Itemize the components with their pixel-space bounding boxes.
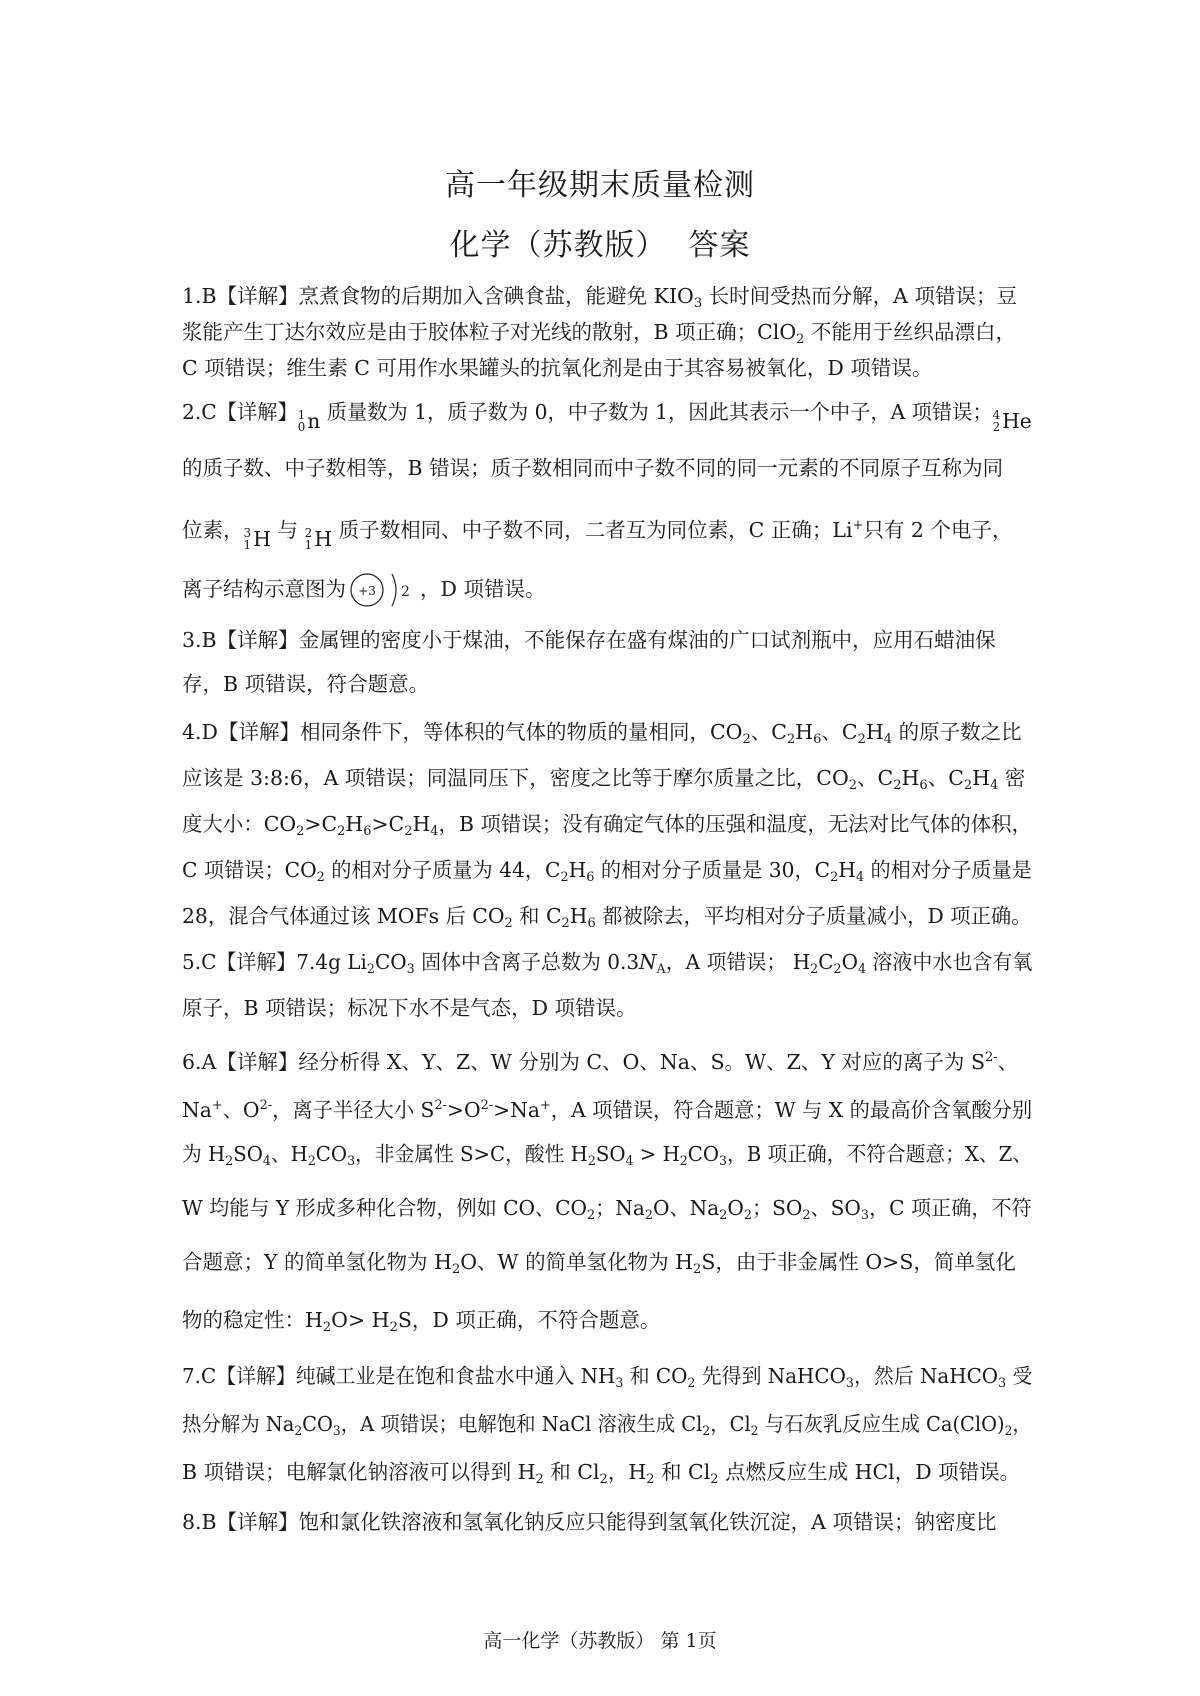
answer-8-line-1: 8.B【详解】饱和氯化铁溶液和氢氧化钠反应只能得到氢氧化铁沉淀，A 项错误；钠密度比 bbox=[182, 1510, 997, 1534]
answer-1-line-3: C 项错误；维生素 C 可用作水果罐头的抗氧化剂是由于其容易被氧化，D 项错误。 bbox=[182, 356, 933, 380]
answer-6-line-1: 6.A【详解】经分析得 X、Y、Z、W 分别为 C、O、Na、S。W、Z、Y 对应的离子为 $S^{2-}$、 bbox=[182, 1050, 1019, 1074]
li-ion-structure-diagram bbox=[348, 570, 418, 617]
answer-6-line-4: W 均能与 Y 形成多种化合物，例如 CO、$CO_2$；$Na_2O$、$Na_2O_2$；$SO_2$、$SO_3$，C 项正确，不符 bbox=[182, 1196, 1032, 1223]
answer-2-line-3: 位素， 3 1 H 与 2 1 H 质子数相同、中子数不同，二者互为同位素，C 正确；Li+只有 2 个电子， bbox=[182, 518, 1013, 552]
answer-3-line-2: 存，B 项错误，符合题意。 bbox=[182, 672, 430, 696]
answer-4-line-1: 4.D【详解】相同条件下，等体积的气体的物质的量相同，$CO_2$、$C_2H_6$、$C_2H_4$ 的原子数之比 bbox=[182, 720, 1022, 747]
answer-4-line-3: 度大小：$CO_2>C_2H_6>C_2H_4$，B 项错误；没有确定气体的压强和温度，无法对比气体的体积， bbox=[182, 812, 1033, 839]
neutron-nuclide: 1 0 n bbox=[297, 408, 321, 434]
page-footer: 高一化学（苏教版） 第 1页 bbox=[483, 1630, 717, 1652]
answer-2-line-1: 2.C【详解】 1 0 n 质量数为 1，质子数为 0，中子数为 1，因此其表示一个中子，A 项错误； 4 2 He bbox=[182, 400, 1032, 434]
answer-4-line-5: 28，混合气体通过该 MOFs 后 $CO_2$ 和 $C_2H_6$ 都被除去，平均相对分子质量减小，D 项正确。 bbox=[182, 904, 1032, 931]
page-subtitle bbox=[0, 220, 1200, 264]
answer-6-line-3: 为 $H_2SO_4$、$H_2CO_3$，非金属性 S>C，酸性 $H_2SO_4 > H_2CO_3$，B 项正确，不符合题意；X、Z、 bbox=[182, 1142, 1033, 1169]
answer-5-line-1: 5.C【详解】7.4g $Li_2CO_3$ 固体中含离子总数为 $0.3N_A$，A 项错误； $H_2C_2O_4$ 溶液中水也含有氧 bbox=[182, 950, 1033, 977]
answer-4-line-2: 应该是 3:8:6，A 项错误；同温同压下，密度之比等于摩尔质量之比，$CO_2$、$C_2H_6$、$C_2H_4$ 密 bbox=[182, 766, 1026, 793]
subtitle-answer: 答案 bbox=[688, 228, 751, 263]
answer-5-line-2: 原子，B 项错误；标况下水不是气态，D 项错误。 bbox=[182, 996, 637, 1020]
answer-7-line-3: B 项错误；电解氯化钠溶液可以得到 $H_2$ 和 $Cl_2$，$H_2$ 和 $Cl_2$ 点燃反应生成 HCl，D 项错误。 bbox=[182, 1460, 1021, 1487]
answer-7-line-1: 7.C【详解】纯碱工业是在饱和食盐水中通入 $NH_3$ 和 $CO_2$ 先得到 NaHCO$_3$，然后 NaHCO$_3$ 受 bbox=[182, 1364, 1033, 1391]
answer-4-line-4: C 项错误；$CO_2$ 的相对分子质量为 44，$C_2H_6$ 的相对分子质量是 30，$C_2H_4$ 的相对分子质量是 bbox=[182, 858, 1033, 885]
helium-nuclide: 4 2 He bbox=[992, 408, 1032, 434]
nucleus-charge: +3 bbox=[358, 584, 376, 598]
answer-1-line-1: 1.B【详解】烹煮食物的后期加入含碘食盐，能避免 $KIO_3$ 长时间受热而分解，A 项错误；豆 bbox=[182, 284, 1017, 311]
answer-6-line-6: 物的稳定性：$H_2O> H_2S$，D 项正确，不符合题意。 bbox=[182, 1308, 661, 1335]
answer-1-line-2: 浆能产生丁达尔效应是由于胶体粒子对光线的散射，B 项正确；ClO$_2$ 不能用于丝织品漂白， bbox=[182, 320, 1016, 347]
deuterium-nuclide: 2 1 H bbox=[304, 526, 333, 552]
subtitle-subject: 化学（苏教版） bbox=[449, 228, 667, 263]
answer-2-line-2: 的质子数、中子数相等，B 错误；质子数相同而中子数不同的同一元素的不同原子互称为同 bbox=[182, 456, 1004, 480]
answer-3-line-1: 3.B【详解】金属锂的密度小于煤油，不能保存在盛有煤油的广口试剂瓶中，应用石蜡油保 bbox=[182, 628, 996, 652]
answer-6-line-2: Na+、$O^{2-}$，离子半径大小 $S^{2-}>O^{2-}>Na^+$，A 项错误，符合题意；W 与 X 的最高价含氧酸分别 bbox=[182, 1098, 1033, 1122]
answer-2-line-4: 离子结构示意图为 +3 2 ，D 项错误。 bbox=[182, 570, 1032, 617]
answer-6-line-5: 合题意；Y 的简单氢化物为 $H_2O$、W 的简单氢化物为 $H_2S$，由于非金属性 O>S，简单氢化 bbox=[182, 1250, 1016, 1277]
answer-7-line-2: 热分解为 $Na_2CO_3$，A 项错误；电解饱和 NaCl 溶液生成 $Cl_2$，$Cl_2$ 与石灰乳反应生成 $Ca(ClO)_2$， bbox=[182, 1412, 1032, 1439]
shell-electrons: 2 bbox=[401, 584, 410, 600]
tritium-nuclide: 3 1 H bbox=[243, 526, 272, 552]
page-title: 高一年级期末质量检测 bbox=[445, 168, 755, 203]
